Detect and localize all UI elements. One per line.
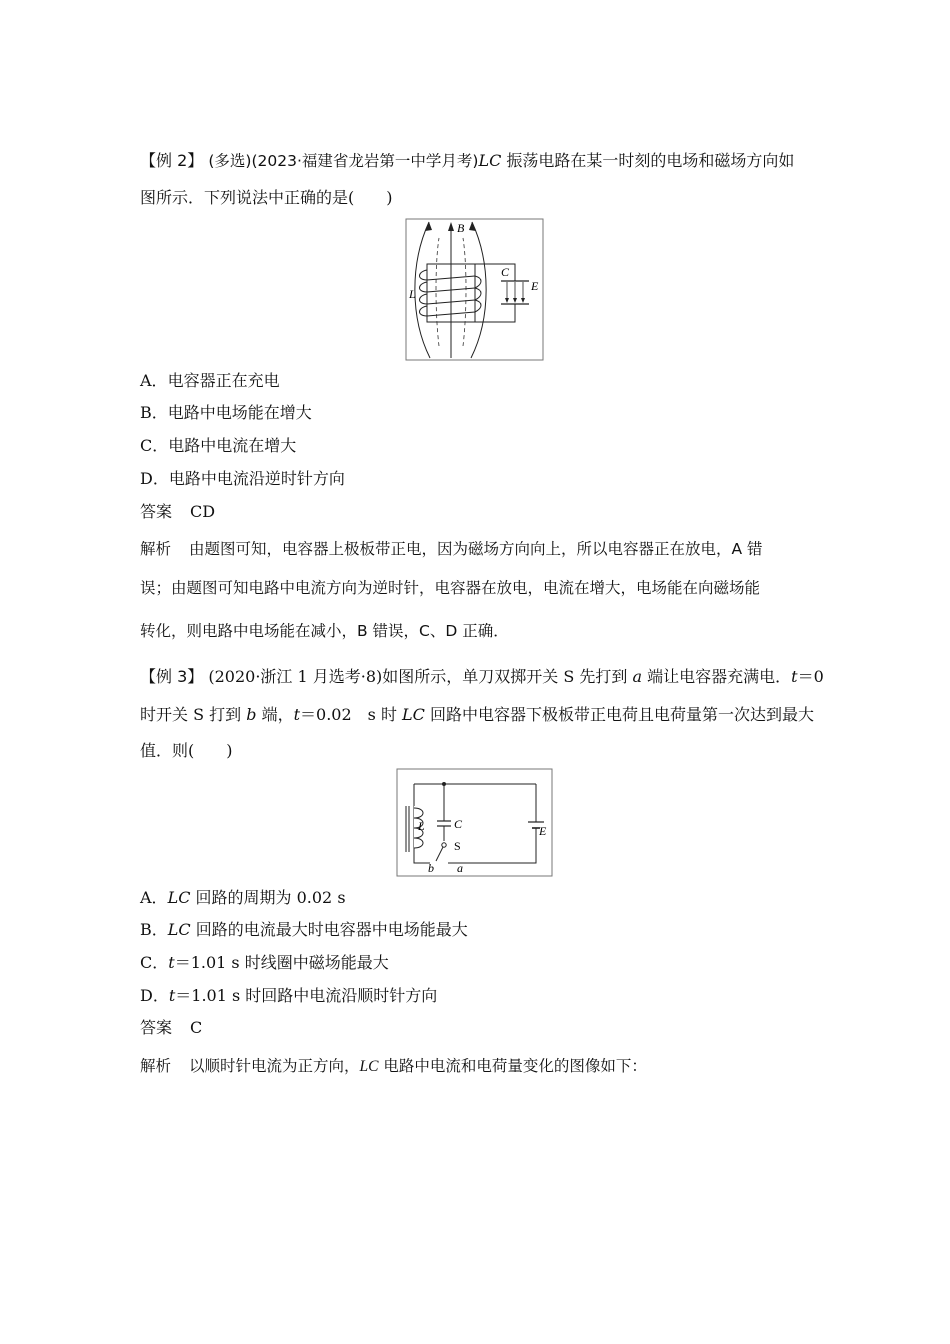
option-var: t: [168, 986, 176, 1005]
example3-tag: 【例 3】: [140, 667, 204, 686]
example2-source: (多选)(2023·福建省龙岩第一中学月考): [208, 152, 479, 170]
figure2-label-b: b: [428, 861, 434, 875]
option-var: LC: [167, 888, 191, 907]
answer-label: 答案: [140, 502, 173, 521]
analysis-label: 解析: [140, 540, 172, 558]
answer-value: C: [190, 1018, 203, 1037]
example2-analysis-line2: 误；由题图可知电路中电流方向为逆时针，电容器在放电，电流在增大，电场能在向磁场能: [140, 579, 761, 597]
option-key: C．: [140, 953, 169, 972]
option-text: 电容器正在充电: [167, 371, 280, 390]
example2-option-a: [140, 370, 280, 392]
figure1-label-b: B: [457, 221, 465, 235]
option-var: t: [168, 953, 175, 972]
example2-answer: [140, 501, 215, 523]
example2-question-text: 振荡电路在某一时刻的电场和磁场方向如: [501, 151, 795, 170]
option-text: 电路中电流沿逆时针方向: [168, 469, 345, 488]
var-t: t: [791, 667, 798, 686]
figure2-label-l: L: [418, 819, 425, 833]
example3-option-b: [140, 919, 468, 941]
var-t: t: [293, 705, 301, 724]
question-text: 回路中电容器下极板带正电荷且电荷量第一次达到最大: [424, 705, 814, 724]
option-text: ＝1.01 s 时回路中电流沿顺时针方向: [175, 986, 438, 1005]
analysis-text: 电路中电流和电荷量变化的图像如下：: [378, 1057, 647, 1075]
example3-question-line1: [140, 666, 824, 688]
question-text: ＝0: [797, 667, 824, 686]
option-key: D．: [140, 986, 169, 1005]
figure1-label-l: L: [409, 287, 416, 301]
figure2-label-e: E: [539, 824, 547, 838]
var-b: b: [246, 705, 257, 724]
figure2-label-s: S: [454, 839, 461, 853]
option-key: A．: [140, 371, 168, 390]
option-text: 回路的电流最大时电容器中电场能最大: [190, 920, 468, 939]
example3-option-d: [140, 985, 437, 1007]
var-lc: LC: [402, 705, 425, 724]
option-text: 电路中电场能在增大: [167, 403, 312, 422]
example2-question-line1: [140, 150, 794, 172]
example2-question-line2: 图所示．下列说法中正确的是( ): [140, 188, 393, 207]
example2-option-d: [140, 468, 345, 490]
question-text: (2020·浙江 1 月选考·8)如图所示，单刀双掷开关 S 先打到: [208, 667, 633, 686]
figure1-label-e: E: [531, 279, 539, 293]
answer-value: CD: [190, 502, 216, 521]
figure1-label-c: C: [501, 265, 510, 279]
example3-option-c: [140, 952, 389, 974]
analysis-text: 以顺时针电流为正方向，: [189, 1057, 360, 1075]
analysis-label: 解析: [140, 1057, 172, 1075]
option-key: B．: [140, 920, 168, 939]
example2-figure: [405, 218, 545, 362]
option-key: C．: [140, 436, 169, 455]
answer-label: 答案: [140, 1018, 173, 1037]
question-text: 端让电容器充满电．: [642, 667, 792, 686]
analysis-var: LC: [359, 1058, 379, 1075]
analysis-text: 由题图可知，电容器上极板带正电，因为磁场方向向上，所以电容器正在放电，A 错: [189, 540, 763, 558]
option-text: 电路中电流在增大: [168, 436, 297, 455]
option-key: D．: [140, 469, 169, 488]
figure2-label-a: a: [457, 861, 463, 875]
example3-question-line3: 值．则( ): [140, 741, 233, 760]
option-key: A．: [140, 888, 168, 907]
question-text: ＝0.02 s 时: [300, 705, 403, 724]
example2-tag: 【例 2】: [140, 151, 204, 170]
option-text: 回路的周期为 0.02 s: [190, 888, 346, 907]
example2-option-b: [140, 402, 312, 424]
example2-analysis-line3: 转化，则电路中电场能在减小，B 错误，C、D 正确．: [140, 622, 509, 640]
example2-analysis-line1: [140, 538, 763, 560]
question-text: 端，: [256, 705, 294, 724]
option-key: B．: [140, 403, 168, 422]
example2-lc-var: LC: [478, 151, 502, 170]
example2-option-c: [140, 435, 296, 457]
example3-option-a: [140, 887, 346, 909]
option-var: LC: [167, 920, 191, 939]
option-text: ＝1.01 s 时线圈中磁场能最大: [174, 953, 389, 972]
question-text: 时开关 S 打到: [140, 705, 247, 724]
var-a: a: [632, 667, 643, 686]
example3-answer: [140, 1017, 202, 1039]
example3-figure: [396, 768, 554, 878]
example3-question-line2: [140, 704, 814, 726]
figure2-label-c: C: [454, 817, 463, 831]
example3-analysis: [140, 1055, 647, 1078]
